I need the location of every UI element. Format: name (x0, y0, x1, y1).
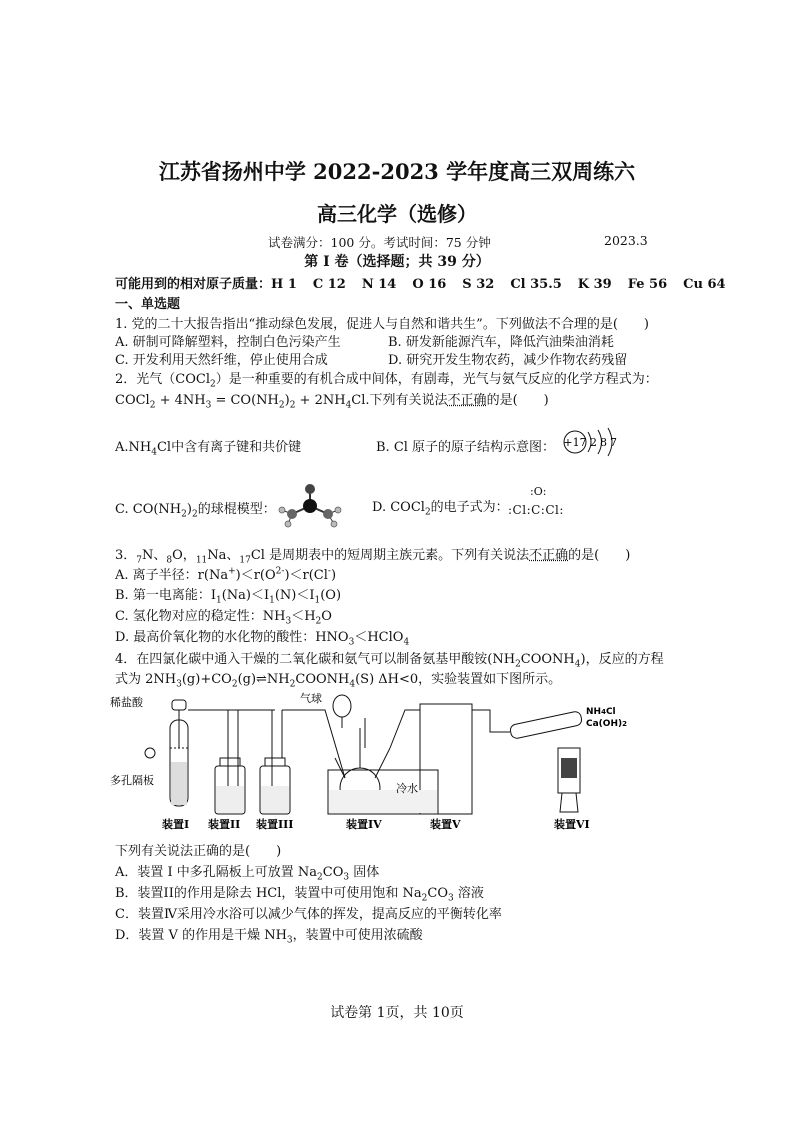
device-label-4: 装置IV (346, 818, 382, 831)
q2-option-b: B. Cl 原子的原子结构示意图： (376, 440, 556, 455)
q3-option-d: D. 最高价氧化物的水化物的酸性：$HNO_3<HClO_4$ (115, 630, 410, 648)
section-title: 一、单选题 (115, 297, 181, 312)
q4-option-c: C．装置Ⅳ采用冷水浴可以减少气体的挥发，提高反应的平衡转化率 (115, 907, 502, 922)
q4-stem-line1: 4．在四氯化碳中通入干燥的二氧化碳和氨气可以制备氨基甲酸铵$(NH_2COONH_4)$，反应的方程 (115, 652, 664, 670)
q2-option-a: $A.NH_4Cl$中含有离子键和共价键 (115, 440, 302, 458)
atomic-mass-item: K 39 (577, 277, 612, 292)
q2-stem: 2．光气（COCl$_2$）是一种重要的有机合成中间体，有剧毒，光气与氨气反应的化学方程式为： (115, 372, 658, 390)
q2-equation: COCl$_2$ + $4NH_3 = CO(NH_2)_2 + 2NH_4Cl$.下列有关说法不正确的是( ) (115, 393, 549, 411)
cl-shell-1: 2 (590, 436, 597, 449)
label-reagent-caoh2: Ca(OH)2 (586, 719, 627, 729)
q2-option-c: C. $CO(NH_2)_2$的球棍模型： (115, 502, 276, 520)
label-porous-plate: 多孔隔板 (110, 774, 154, 787)
cl-atom-structure-diagram (560, 424, 630, 460)
cl-nucleus-label: +17 (563, 436, 587, 449)
label-balloon: 气球 (300, 692, 322, 705)
sub-title: 高三化学（选修） (317, 202, 477, 226)
cocl2-electron-formula-top: :O: (530, 485, 547, 498)
label-cold-water: 冷水 (396, 782, 418, 795)
q3-option-a: A. 离子半径：$r(Na^+)<r(O^{2-})<r(Cl^-)$ (115, 566, 337, 583)
q1-option-a: A. 研制可降解塑料，控制白色污染产生 (115, 335, 341, 350)
q3-option-c: C. 氢化物对应的稳定性：$NH_3<H_2O$ (115, 609, 332, 627)
q4-question: 下列有关说法正确的是( ) (115, 844, 282, 859)
atomic-mass-item: Fe 56 (627, 277, 668, 292)
q3-option-b: B. 第一电离能：$I_1(Na)<I_1(N)<I_1(O)$ (115, 588, 342, 606)
cl-shell-2: 8 (600, 436, 607, 449)
device-label-5: 装置V (430, 818, 461, 831)
q1-option-d: D. 研究开发生物农药，减少作物农药残留 (388, 353, 628, 368)
exam-date: 2023.3 (604, 233, 648, 248)
part-title: 第 I 卷（选择题；共 39 分） (304, 254, 490, 270)
q4-stem-line2: 式为 $2NH_3(g)+CO_2(g)\rightleftharpoons NH_2COONH_4(S)$ ΔH<0，实验装置如下图所示。 (115, 672, 562, 690)
q1-option-c: C. 开发利用天然纤维，停止使用合成 (115, 353, 328, 368)
q4-option-a: A．装置 I 中多孔隔板上可放置 $Na_2CO_3$ 固体 (115, 865, 380, 883)
atomic-masses (115, 273, 726, 292)
exam-info: 试卷满分：100 分。考试时间：75 分钟 (268, 235, 491, 250)
atomic-mass-item: H 1 (271, 277, 297, 292)
q4-option-d: D．装置 V 的作用是干燥 $NH_3$，装置中可使用浓硫酸 (115, 928, 423, 946)
atomic-mass-item: S 32 (462, 277, 495, 292)
device-label-1: 装置I (162, 818, 190, 831)
urea-ball-stick-model (272, 480, 352, 532)
atomic-mass-item: C 12 (312, 277, 346, 292)
apparatus-diagram (110, 688, 690, 836)
atomic-mass-item: O 16 (412, 277, 447, 292)
cl-shell-3: 7 (610, 436, 617, 449)
cocl2-electron-formula: :Cl:C:Cl: (508, 503, 564, 517)
atomic-mass-item: Cl 35.5 (510, 277, 562, 292)
q4-option-b: B．装置II的作用是除去 HCl，装置中可使用饱和 $Na_2CO_3$ 溶液 (115, 886, 484, 904)
device-label-6: 装置VI (554, 818, 590, 831)
page-footer: 试卷第 1页，共 10页 (330, 1005, 464, 1021)
q3-stem: 3．$_7$N、$_8$O，$_{11}$Na、$_{17}$Cl 是周期表中的短周期主族元素。下列有关说法不正确的是( ) (115, 548, 631, 566)
q1-option-b: B. 研发新能源汽车，降低汽油柴油消耗 (388, 335, 614, 350)
q1-stem: 1. 党的二十大报告指出“推动绿色发展，促进人与自然和谐共生”。下列做法不合理的是( ) (115, 317, 649, 332)
atomic-mass-item: Cu 64 (683, 277, 726, 292)
label-reagent-nh4cl: NH4Cl (586, 707, 616, 717)
atomic-masses-label: 可能用到的相对原子质量： (115, 277, 272, 292)
main-title: 江苏省扬州中学 2022-2023 学年度高三双周练六 (158, 159, 636, 184)
atomic-mass-item: N 14 (361, 277, 397, 292)
q2-option-d: D. COCl$_2$的电子式为： (372, 500, 509, 518)
label-dilute-hcl: 稀盐酸 (110, 696, 143, 709)
device-label-3: 装置III (256, 818, 294, 831)
device-label-2: 装置II (208, 818, 241, 831)
